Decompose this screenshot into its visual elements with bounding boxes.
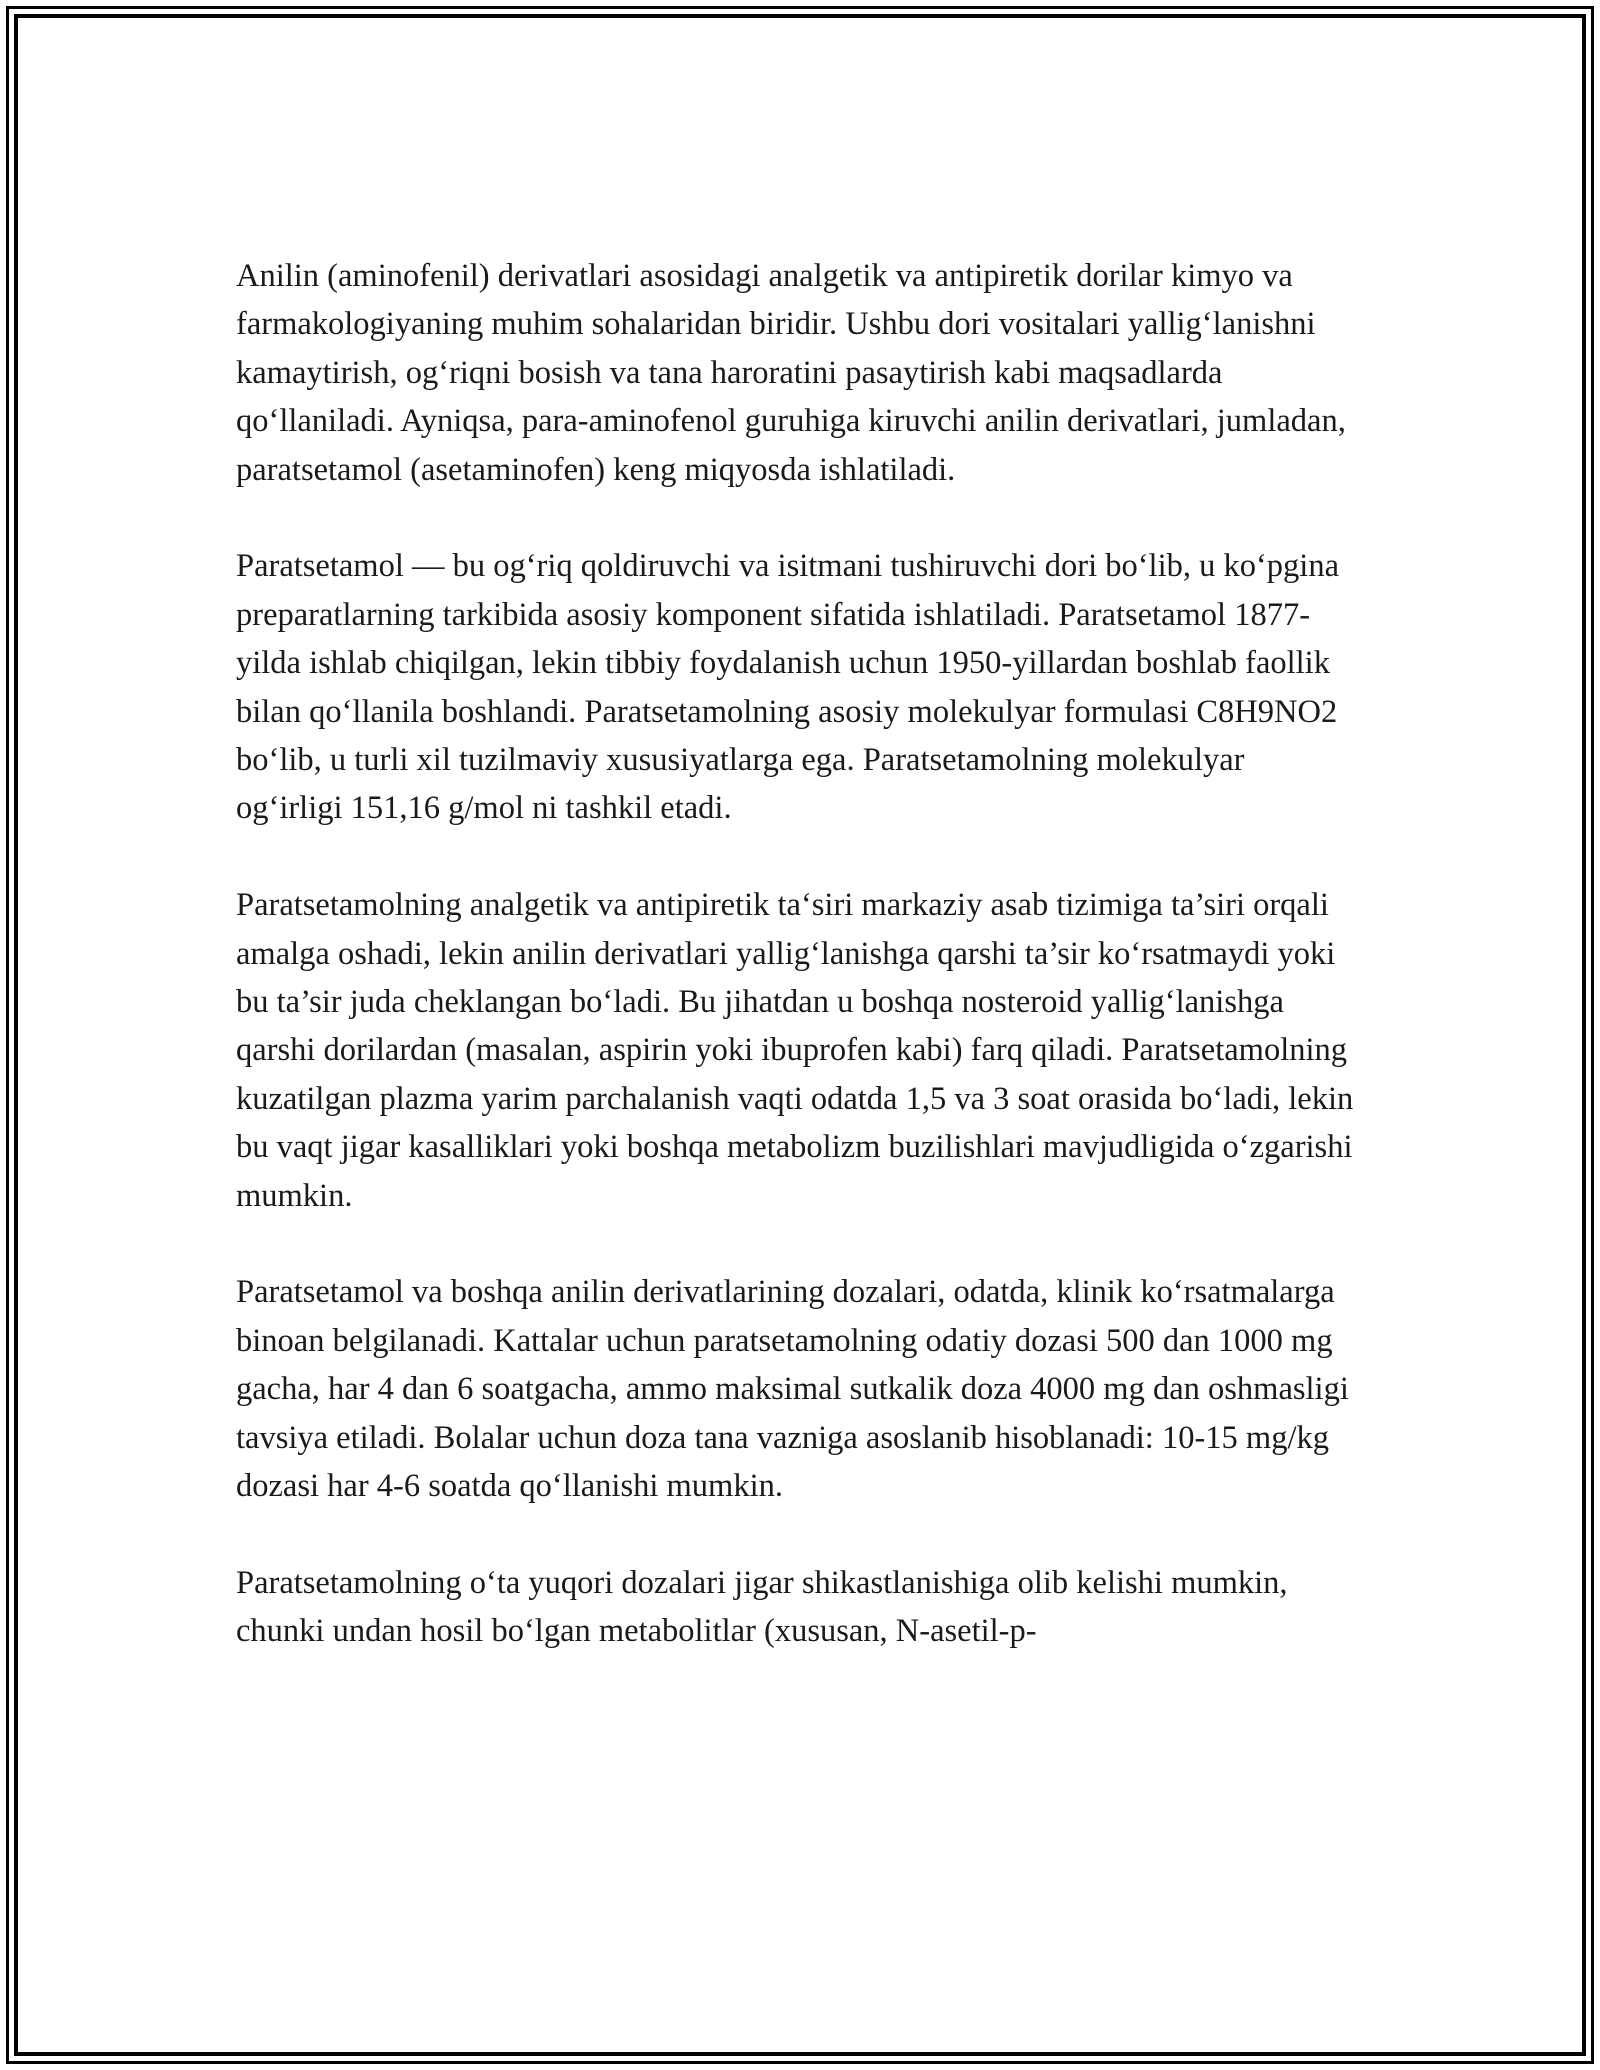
paragraph-1: Anilin (aminofenil) derivatlari asosidagi analgetik va antipiretik dorilar kimyo va farmakologiyaning muhim sohalaridan biridir. Ushbu dori vositalari yallig‘lanishni kamaytirish, og‘riqni bosish va tana haroratini pasaytirish kabi maqsadlarda qo‘llaniladi. Ayniqsa, para-aminofenol guruhiga kiruvchi anilin derivatlari, jumladan, paratsetamol (asetaminofen) keng miqyosda ishlatiladi. [236, 258, 1346, 488]
paragraph-5: Paratsetamolning o‘ta yuqori dozalari jigar shikastlanishiga olib kelishi mumkin, chunki undan hosil bo‘lgan metabolitlar (xususan, N-asetil-p- [236, 1564, 1288, 1650]
paragraph-3: Paratsetamolning analgetik va antipiretik ta‘siri markaziy asab tizimiga ta’siri orqali amalga oshadi, lekin anilin derivatlari yallig‘lanishga qarshi ta’sir ko‘rsatmaydi yoki bu ta’sir juda cheklangan bo‘ladi. Bu jihatdan u boshqa nosteroid yallig‘lanishga qarshi dorilardan (masalan, aspirin yoki ibuprofen kabi) farq qiladi. Paratsetamolning kuzatilgan plazma yarim parchalanish vaqti odatda 1,5 va 3 soat orasida bo‘ladi, lekin bu vaqt jigar kasalliklari yoki boshqa metabolizm buzilishlari mavjudligida o‘zgarishi mumkin. [236, 887, 1354, 1214]
paragraph-4: Paratsetamol va boshqa anilin derivatlarining dozalari, odatda, klinik ko‘rsatmalarga binoan belgilanadi. Kattalar uchun paratsetamolning odatiy dozasi 500 dan 1000 mg gacha, har 4 dan 6 soatgacha, ammo maksimal sutkalik doza 4000 mg dan oshmasligi tavsiya etiladi. Bolalar uchun doza tana vazniga asoslanib hisoblanadi: 10-15 mg/kg dozasi har 4-6 soatda qo‘llanishi mumkin. [236, 1274, 1349, 1505]
document-body [236, 252, 1356, 1704]
paragraph-2: Paratsetamol — bu og‘riq qoldiruvchi va isitmani tushiruvchi dori bo‘lib, u ko‘pgina preparatlarning tarkibida asosiy komponent sifatida ishlatiladi. Paratsetamol 1877-yilda ishlab chiqilgan, lekin tibbiy foydalanish uchun 1950-yillardan boshlab faollik bilan qo‘llanila boshlandi. Paratsetamolning asosiy molekulyar formulasi C8H9NO2 bo‘lib, u turli xil tuzilmaviy xususiyatlarga ega. Paratsetamolning molekulyar og‘irligi 151,16 g/mol ni tashkil etadi. [236, 548, 1340, 827]
